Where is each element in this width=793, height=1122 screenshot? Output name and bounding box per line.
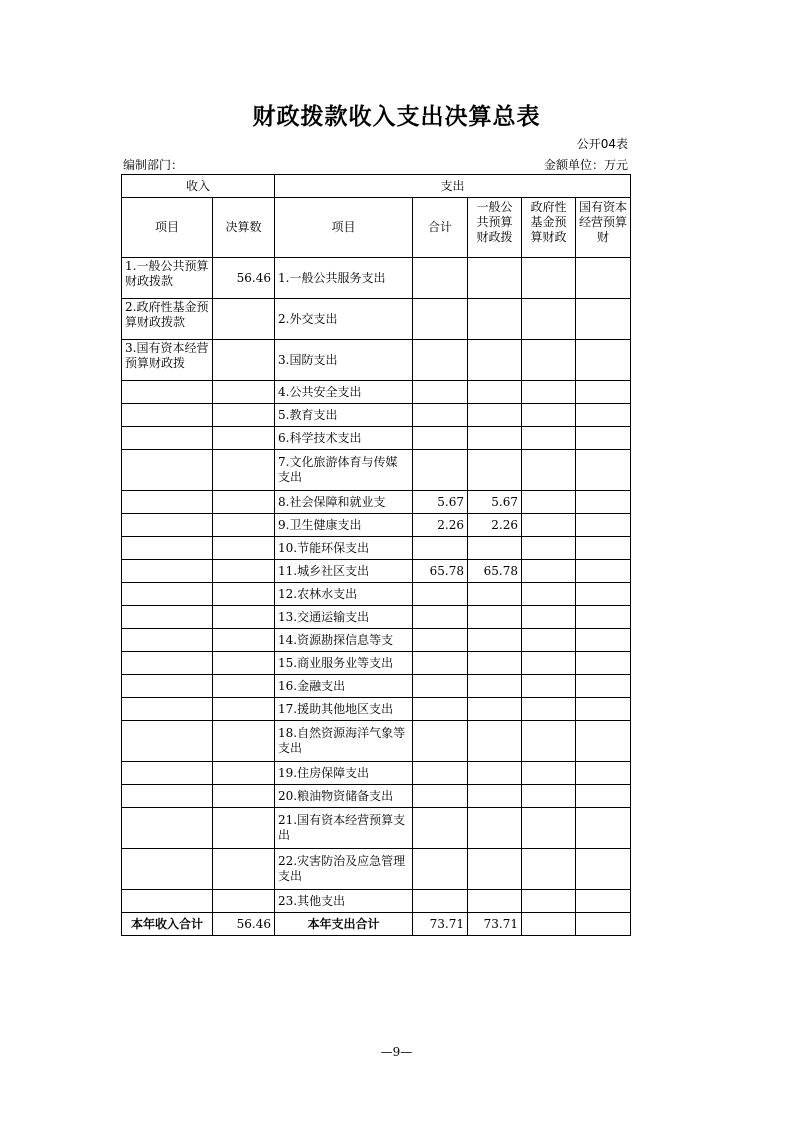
income-item-empty [122,404,213,427]
expense-total-value [413,808,468,849]
expense-item-label: 12.农林水支出 [275,583,413,606]
expense-state-capital-value [576,340,631,381]
income-item-empty [122,514,213,537]
final-accounts-table [121,174,631,936]
income-value-empty [213,427,275,450]
expense-general-value [468,675,522,698]
expense-general-value: 2.26 [468,514,522,537]
income-item-empty [122,583,213,606]
table-row [122,514,631,537]
income-total-value: 56.46 [213,913,275,936]
income-value-empty [213,560,275,583]
expense-gov-fund-value [522,721,576,762]
expense-state-capital-value [576,629,631,652]
expense-item-label: 14.资源勘探信息等支 [275,629,413,652]
expense-gov-fund-value [522,427,576,450]
income-total-label: 本年收入合计 [122,913,213,936]
compiling-department-label: 编制部门： [123,158,184,172]
expense-gov-fund-value [522,890,576,913]
income-value-empty [213,606,275,629]
expense-item-label: 22.灾害防治及应急管理支出 [275,849,413,890]
expense-gov-fund-value [522,560,576,583]
expense-item-label: 13.交通运输支出 [275,606,413,629]
expense-general-value [468,583,522,606]
table-row [122,491,631,514]
income-value-empty [213,675,275,698]
expense-item-label: 20.粮油物资储备支出 [275,785,413,808]
expense-total-value [413,652,468,675]
table-row [122,849,631,890]
expense-gov-fund-value [522,404,576,427]
expense-general-value [468,450,522,491]
expense-gov-fund-value [522,583,576,606]
income-value-empty [213,629,275,652]
expense-total-value [413,698,468,721]
expense-total-value [413,629,468,652]
table-row [122,629,631,652]
col-header-gov-fund-text: 政府性基金预算财政 [530,199,567,244]
expense-general-value [468,698,522,721]
expense-item-label: 4.公共安全支出 [275,381,413,404]
table-row [122,381,631,404]
expense-total-value [413,890,468,913]
income-value-empty [213,537,275,560]
table-row [122,808,631,849]
col-header-general-budget [468,198,522,258]
income-value-empty [213,583,275,606]
expense-item-label: 1.一般公共服务支出 [275,258,413,299]
expense-total-value [413,849,468,890]
col-header-expense-item: 项目 [275,198,413,258]
amount-unit-label: 金额单位：万元 [543,158,628,172]
income-item-empty [122,808,213,849]
income-item-value [213,340,275,381]
table-row [122,427,631,450]
income-value-empty [213,698,275,721]
income-item-empty [122,652,213,675]
expense-general-value [468,762,522,785]
expense-grand-total: 73.71 [413,913,468,936]
col-header-amount: 决算数 [213,198,275,258]
income-value-empty [213,514,275,537]
table-row [122,675,631,698]
col-header-gov-fund [522,198,576,258]
expense-gov-fund-value [522,537,576,560]
table-row [122,606,631,629]
expense-gov-fund-value [522,340,576,381]
expense-gov-fund-value [522,381,576,404]
table-row [122,785,631,808]
income-value-empty [213,785,275,808]
expense-state-capital-value [576,491,631,514]
expense-gov-fund-value [522,675,576,698]
income-value-empty [213,652,275,675]
col-header-general-budget-text: 一般公共预算财政拨 [476,199,513,244]
expense-state-capital-value [576,849,631,890]
table-row [122,299,631,340]
income-value-empty [213,762,275,785]
expense-general-value [468,537,522,560]
expense-item-label: 3.国防支出 [275,340,413,381]
income-item-empty [122,381,213,404]
income-item-empty [122,721,213,762]
income-value-empty [213,849,275,890]
expense-total-value [413,404,468,427]
expense-total-value [413,785,468,808]
income-value-empty [213,404,275,427]
expense-item-label: 2.外交支出 [275,299,413,340]
expense-gov-fund-value [522,606,576,629]
expense-item-label: 8.社会保障和就业支 [275,491,413,514]
table-row [122,721,631,762]
expense-general-value [468,404,522,427]
table-row [122,652,631,675]
expense-gov-fund-value [522,785,576,808]
expense-item-label: 19.住房保障支出 [275,762,413,785]
expense-total-value: 2.26 [413,514,468,537]
expense-general-value [468,849,522,890]
income-value-empty [213,450,275,491]
expense-general-value [468,381,522,404]
income-value-empty [213,721,275,762]
expense-total-value [413,381,468,404]
expense-state-capital-value [576,514,631,537]
expense-general-value [468,890,522,913]
income-item-empty [122,537,213,560]
income-item-value: 56.46 [213,258,275,299]
expense-header: 支出 [275,175,631,198]
expense-state-capital-total [576,913,631,936]
income-value-empty [213,890,275,913]
expense-state-capital-value [576,808,631,849]
form-number: 公开04表 [576,137,628,151]
income-item-empty [122,491,213,514]
expense-total-value [413,606,468,629]
expense-general-value [468,785,522,808]
expense-general-value [468,808,522,849]
expense-gov-fund-value [522,491,576,514]
expense-state-capital-value [576,404,631,427]
expense-state-capital-value [576,721,631,762]
income-item-empty [122,890,213,913]
table-row [122,698,631,721]
income-item-empty [122,849,213,890]
expense-total-value: 65.78 [413,560,468,583]
income-item-empty [122,560,213,583]
table-row [122,404,631,427]
expense-total-value [413,340,468,381]
expense-state-capital-value [576,427,631,450]
expense-state-capital-value [576,450,631,491]
table-row [122,560,631,583]
header-row-group [122,175,631,198]
income-item-text: 1.一般公共预算财政拨款 [125,259,209,288]
expense-general-value [468,427,522,450]
income-item-empty [122,675,213,698]
expense-state-capital-value [576,652,631,675]
table-row [122,762,631,785]
expense-item-label: 21.国有资本经营预算支出 [275,808,413,849]
expense-item-label: 18.自然资源海洋气象等支出 [275,721,413,762]
expense-gov-fund-value [522,450,576,491]
totals-row [122,913,631,936]
expense-item-label: 10.节能环保支出 [275,537,413,560]
expense-gov-fund-value [522,652,576,675]
expense-gov-fund-value [522,629,576,652]
expense-total-value [413,258,468,299]
expense-total-value [413,299,468,340]
expense-state-capital-value [576,785,631,808]
income-value-empty [213,491,275,514]
income-item-empty [122,785,213,808]
expense-state-capital-value [576,606,631,629]
table-row [122,258,631,299]
expense-general-value: 5.67 [468,491,522,514]
expense-total-value [413,762,468,785]
page-number: —9— [380,1045,413,1059]
income-item-label [122,258,213,299]
expense-total-value [413,583,468,606]
col-header-total: 合计 [413,198,468,258]
expense-gov-fund-value [522,762,576,785]
income-item-label [122,340,213,381]
expense-general-total: 73.71 [468,913,522,936]
col-header-income-item: 项目 [122,198,213,258]
header-row-columns [122,198,631,258]
expense-item-label: 5.教育支出 [275,404,413,427]
expense-item-label: 7.文化旅游体育与传媒支出 [275,450,413,491]
income-item-value [213,299,275,340]
expense-gov-fund-value [522,514,576,537]
expense-general-value [468,340,522,381]
expense-gov-fund-value [522,849,576,890]
expense-state-capital-value [576,381,631,404]
expense-general-value [468,629,522,652]
expense-general-value: 65.78 [468,560,522,583]
expense-general-value [468,606,522,629]
expense-general-value [468,258,522,299]
expense-total-value [413,537,468,560]
expense-general-value [468,721,522,762]
expense-state-capital-value [576,258,631,299]
page-title: 财政拨款收入支出决算总表 [252,104,541,130]
expense-general-value [468,299,522,340]
table-row [122,583,631,606]
income-item-empty [122,450,213,491]
expense-state-capital-value [576,698,631,721]
expense-item-label: 17.援助其他地区支出 [275,698,413,721]
col-header-state-capital-text: 国有资本经营预算财 [579,199,628,244]
income-item-text: 3.国有资本经营预算财政拨 [125,341,209,370]
expense-gov-fund-total [522,913,576,936]
expense-item-label: 9.卫生健康支出 [275,514,413,537]
expense-state-capital-value [576,675,631,698]
expense-total-value [413,450,468,491]
expense-gov-fund-value [522,258,576,299]
col-header-state-capital [576,198,631,258]
expense-item-label: 23.其他支出 [275,890,413,913]
expense-state-capital-value [576,890,631,913]
expense-item-label: 11.城乡社区支出 [275,560,413,583]
expense-total-value [413,675,468,698]
income-item-label [122,299,213,340]
income-item-empty [122,762,213,785]
expense-state-capital-value [576,299,631,340]
table-row [122,890,631,913]
table-body [122,175,631,936]
expense-total-label: 本年支出合计 [275,913,413,936]
expense-gov-fund-value [522,808,576,849]
table-row [122,340,631,381]
expense-item-label: 6.科学技术支出 [275,427,413,450]
expense-gov-fund-value [522,698,576,721]
expense-item-label: 16.金融支出 [275,675,413,698]
expense-total-value: 5.67 [413,491,468,514]
expense-state-capital-value [576,537,631,560]
expense-state-capital-value [576,560,631,583]
expense-total-value [413,721,468,762]
expense-total-value [413,427,468,450]
income-value-empty [213,808,275,849]
income-item-empty [122,606,213,629]
income-item-text: 2.政府性基金预算财政拨款 [125,300,209,329]
income-value-empty [213,381,275,404]
income-item-empty [122,698,213,721]
income-item-empty [122,427,213,450]
income-header: 收入 [122,175,275,198]
expense-state-capital-value [576,762,631,785]
expense-gov-fund-value [522,299,576,340]
income-item-empty [122,629,213,652]
expense-item-label: 15.商业服务业等支出 [275,652,413,675]
table-row [122,537,631,560]
expense-state-capital-value [576,583,631,606]
table-row [122,450,631,491]
expense-general-value [468,652,522,675]
